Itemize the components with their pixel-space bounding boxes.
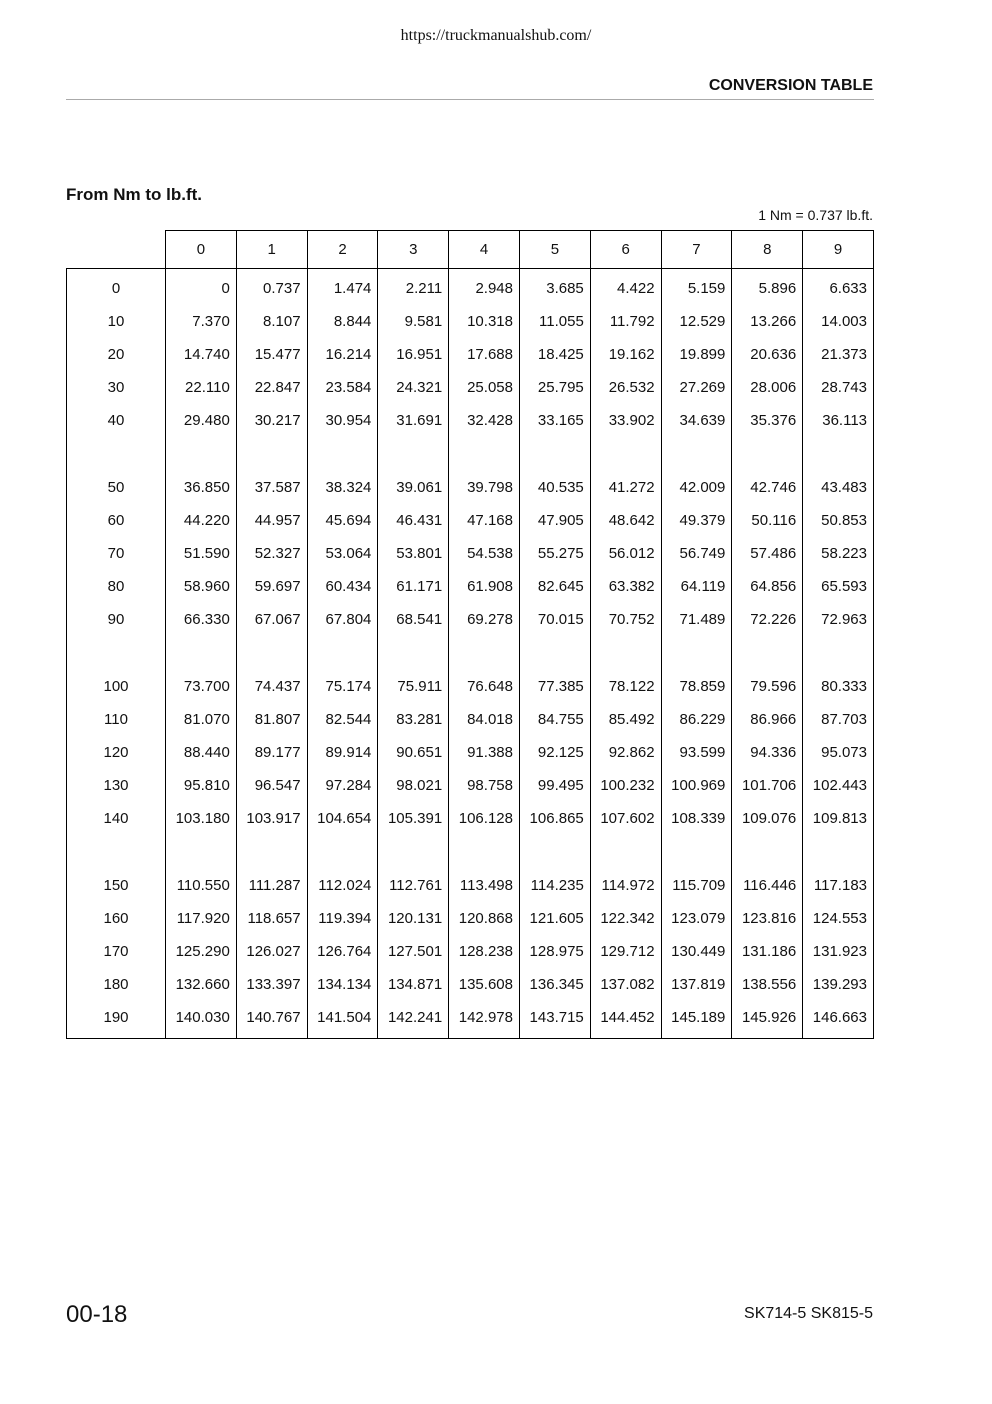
table-row [67, 869, 874, 902]
spacer-cell [661, 636, 732, 670]
value-cell: 17.688 [449, 338, 520, 371]
spacer-cell [307, 437, 378, 471]
value-cell: 118.657 [236, 902, 307, 935]
value-cell: 89.177 [236, 736, 307, 769]
spacer-cell [67, 636, 166, 670]
value-cell: 64.856 [732, 570, 803, 603]
value-cell: 64.119 [661, 570, 732, 603]
value-cell: 55.275 [519, 537, 590, 570]
value-cell: 136.345 [519, 968, 590, 1001]
group-spacer-row [67, 636, 874, 670]
value-cell: 42.009 [661, 471, 732, 504]
value-cell: 142.241 [378, 1001, 449, 1039]
spacer-cell [803, 437, 874, 471]
row-header: 110 [67, 703, 166, 736]
spacer-cell [590, 835, 661, 869]
value-cell: 27.269 [661, 371, 732, 404]
value-cell: 135.608 [449, 968, 520, 1001]
spacer-cell [166, 636, 237, 670]
spacer-cell [236, 835, 307, 869]
row-header: 60 [67, 504, 166, 537]
value-cell: 28.743 [803, 371, 874, 404]
row-header: 190 [67, 1001, 166, 1039]
value-cell: 101.706 [732, 769, 803, 802]
value-cell: 121.605 [519, 902, 590, 935]
value-cell: 22.847 [236, 371, 307, 404]
value-cell: 72.963 [803, 603, 874, 636]
value-cell: 36.113 [803, 404, 874, 437]
value-cell: 44.957 [236, 504, 307, 537]
row-header: 70 [67, 537, 166, 570]
value-cell: 78.859 [661, 670, 732, 703]
value-cell: 140.030 [166, 1001, 237, 1039]
value-cell: 16.214 [307, 338, 378, 371]
column-header: 2 [307, 231, 378, 269]
source-url: https://truckmanualshub.com/ [400, 27, 592, 44]
value-cell: 98.758 [449, 769, 520, 802]
value-cell: 84.018 [449, 703, 520, 736]
table-row [67, 603, 874, 636]
value-cell: 82.645 [519, 570, 590, 603]
value-cell: 104.654 [307, 802, 378, 835]
value-cell: 14.740 [166, 338, 237, 371]
value-cell: 70.015 [519, 603, 590, 636]
table-row [67, 471, 874, 504]
value-cell: 115.709 [661, 869, 732, 902]
value-cell: 49.379 [661, 504, 732, 537]
value-cell: 85.492 [590, 703, 661, 736]
value-cell: 58.223 [803, 537, 874, 570]
value-cell: 116.446 [732, 869, 803, 902]
value-cell: 9.581 [378, 305, 449, 338]
value-cell: 54.538 [449, 537, 520, 570]
value-cell: 111.287 [236, 869, 307, 902]
value-cell: 67.804 [307, 603, 378, 636]
value-cell: 82.544 [307, 703, 378, 736]
spacer-cell [732, 835, 803, 869]
conversion-factor-note: 1 Nm = 0.737 lb.ft. [758, 207, 873, 223]
value-cell: 145.926 [732, 1001, 803, 1039]
row-header: 160 [67, 902, 166, 935]
row-header: 100 [67, 670, 166, 703]
value-cell: 92.862 [590, 736, 661, 769]
value-cell: 123.816 [732, 902, 803, 935]
spacer-cell [236, 636, 307, 670]
row-header: 40 [67, 404, 166, 437]
row-header: 30 [67, 371, 166, 404]
value-cell: 19.899 [661, 338, 732, 371]
row-header: 120 [67, 736, 166, 769]
value-cell: 16.951 [378, 338, 449, 371]
column-header-row [67, 231, 874, 269]
value-cell: 23.584 [307, 371, 378, 404]
value-cell: 20.636 [732, 338, 803, 371]
spacer-cell [732, 437, 803, 471]
page-number: 00-18 [66, 1301, 128, 1328]
column-header: 4 [449, 231, 520, 269]
value-cell: 103.180 [166, 802, 237, 835]
spacer-cell [378, 636, 449, 670]
value-cell: 53.064 [307, 537, 378, 570]
value-cell: 125.290 [166, 935, 237, 968]
value-cell: 99.495 [519, 769, 590, 802]
spacer-cell [166, 437, 237, 471]
value-cell: 112.761 [378, 869, 449, 902]
value-cell: 42.746 [732, 471, 803, 504]
value-cell: 57.486 [732, 537, 803, 570]
value-cell: 37.587 [236, 471, 307, 504]
value-cell: 122.342 [590, 902, 661, 935]
table-row [67, 404, 874, 437]
value-cell: 11.792 [590, 305, 661, 338]
row-header: 130 [67, 769, 166, 802]
value-cell: 130.449 [661, 935, 732, 968]
value-cell: 137.819 [661, 968, 732, 1001]
table-row [67, 935, 874, 968]
value-cell: 13.266 [732, 305, 803, 338]
value-cell: 44.220 [166, 504, 237, 537]
value-cell: 140.767 [236, 1001, 307, 1039]
table-row [67, 504, 874, 537]
value-cell: 83.281 [378, 703, 449, 736]
value-cell: 72.226 [732, 603, 803, 636]
table-row [67, 670, 874, 703]
value-cell: 98.021 [378, 769, 449, 802]
value-cell: 6.633 [803, 269, 874, 306]
value-cell: 74.437 [236, 670, 307, 703]
group-spacer-row [67, 835, 874, 869]
spacer-cell [378, 835, 449, 869]
spacer-cell [732, 636, 803, 670]
value-cell: 92.125 [519, 736, 590, 769]
value-cell: 8.107 [236, 305, 307, 338]
table-row [67, 537, 874, 570]
value-cell: 47.905 [519, 504, 590, 537]
value-cell: 46.431 [378, 504, 449, 537]
spacer-cell [378, 437, 449, 471]
table-row [67, 338, 874, 371]
row-header: 150 [67, 869, 166, 902]
column-header: 9 [803, 231, 874, 269]
value-cell: 145.189 [661, 1001, 732, 1039]
value-cell: 81.807 [236, 703, 307, 736]
row-header: 0 [67, 269, 166, 306]
column-header: 5 [519, 231, 590, 269]
value-cell: 25.058 [449, 371, 520, 404]
value-cell: 103.917 [236, 802, 307, 835]
value-cell: 134.871 [378, 968, 449, 1001]
value-cell: 50.853 [803, 504, 874, 537]
spacer-cell [67, 437, 166, 471]
column-header: 1 [236, 231, 307, 269]
value-cell: 51.590 [166, 537, 237, 570]
value-cell: 79.596 [732, 670, 803, 703]
value-cell: 93.599 [661, 736, 732, 769]
value-cell: 114.972 [590, 869, 661, 902]
value-cell: 70.752 [590, 603, 661, 636]
value-cell: 133.397 [236, 968, 307, 1001]
value-cell: 32.428 [449, 404, 520, 437]
value-cell: 19.162 [590, 338, 661, 371]
value-cell: 52.327 [236, 537, 307, 570]
column-header: 3 [378, 231, 449, 269]
value-cell: 63.382 [590, 570, 661, 603]
value-cell: 97.284 [307, 769, 378, 802]
value-cell: 26.532 [590, 371, 661, 404]
value-cell: 75.174 [307, 670, 378, 703]
value-cell: 128.238 [449, 935, 520, 968]
value-cell: 143.715 [519, 1001, 590, 1039]
value-cell: 59.697 [236, 570, 307, 603]
value-cell: 8.844 [307, 305, 378, 338]
value-cell: 58.960 [166, 570, 237, 603]
value-cell: 7.370 [166, 305, 237, 338]
value-cell: 73.700 [166, 670, 237, 703]
spacer-cell [519, 437, 590, 471]
value-cell: 25.795 [519, 371, 590, 404]
value-cell: 126.764 [307, 935, 378, 968]
value-cell: 112.024 [307, 869, 378, 902]
table-row [67, 736, 874, 769]
spacer-cell [803, 636, 874, 670]
value-cell: 100.969 [661, 769, 732, 802]
value-cell: 3.685 [519, 269, 590, 306]
value-cell: 113.498 [449, 869, 520, 902]
value-cell: 105.391 [378, 802, 449, 835]
spacer-cell [307, 636, 378, 670]
value-cell: 33.165 [519, 404, 590, 437]
value-cell: 69.278 [449, 603, 520, 636]
row-header: 10 [67, 305, 166, 338]
spacer-cell [166, 835, 237, 869]
row-header: 180 [67, 968, 166, 1001]
value-cell: 5.896 [732, 269, 803, 306]
section-title: From Nm to lb.ft. [66, 185, 202, 204]
value-cell: 124.553 [803, 902, 874, 935]
value-cell: 47.168 [449, 504, 520, 537]
value-cell: 76.648 [449, 670, 520, 703]
value-cell: 131.923 [803, 935, 874, 968]
table-row [67, 968, 874, 1001]
table-row [67, 703, 874, 736]
spacer-cell [449, 636, 520, 670]
value-cell: 43.483 [803, 471, 874, 504]
value-cell: 5.159 [661, 269, 732, 306]
model-designation: SK714-5 SK815-5 [744, 1305, 873, 1322]
header-divider [66, 99, 874, 100]
value-cell: 53.801 [378, 537, 449, 570]
value-cell: 132.660 [166, 968, 237, 1001]
value-cell: 2.948 [449, 269, 520, 306]
value-cell: 29.480 [166, 404, 237, 437]
value-cell: 28.006 [732, 371, 803, 404]
value-cell: 67.067 [236, 603, 307, 636]
value-cell: 107.602 [590, 802, 661, 835]
header-title: CONVERSION TABLE [708, 77, 873, 94]
row-header: 90 [67, 603, 166, 636]
value-cell: 117.183 [803, 869, 874, 902]
value-cell: 126.027 [236, 935, 307, 968]
value-cell: 139.293 [803, 968, 874, 1001]
value-cell: 128.975 [519, 935, 590, 968]
value-cell: 4.422 [590, 269, 661, 306]
row-header: 80 [67, 570, 166, 603]
column-header: 6 [590, 231, 661, 269]
value-cell: 61.908 [449, 570, 520, 603]
value-cell: 56.749 [661, 537, 732, 570]
value-cell: 95.810 [166, 769, 237, 802]
spacer-cell [803, 835, 874, 869]
value-cell: 96.547 [236, 769, 307, 802]
value-cell: 66.330 [166, 603, 237, 636]
value-cell: 77.385 [519, 670, 590, 703]
value-cell: 142.978 [449, 1001, 520, 1039]
table-row [67, 802, 874, 835]
value-cell: 84.755 [519, 703, 590, 736]
value-cell: 22.110 [166, 371, 237, 404]
column-header: 0 [166, 231, 237, 269]
value-cell: 94.336 [732, 736, 803, 769]
value-cell: 100.232 [590, 769, 661, 802]
value-cell: 65.593 [803, 570, 874, 603]
value-cell: 11.055 [519, 305, 590, 338]
column-header: 7 [661, 231, 732, 269]
value-cell: 137.082 [590, 968, 661, 1001]
value-cell: 39.798 [449, 471, 520, 504]
spacer-cell [661, 437, 732, 471]
value-cell: 48.642 [590, 504, 661, 537]
value-cell: 86.229 [661, 703, 732, 736]
value-cell: 50.116 [732, 504, 803, 537]
value-cell: 106.128 [449, 802, 520, 835]
value-cell: 119.394 [307, 902, 378, 935]
value-cell: 34.639 [661, 404, 732, 437]
value-cell: 109.813 [803, 802, 874, 835]
table-row [67, 1001, 874, 1039]
table-row [67, 570, 874, 603]
value-cell: 18.425 [519, 338, 590, 371]
value-cell: 109.076 [732, 802, 803, 835]
spacer-cell [590, 437, 661, 471]
value-cell: 45.694 [307, 504, 378, 537]
value-cell: 120.868 [449, 902, 520, 935]
value-cell: 10.318 [449, 305, 520, 338]
value-cell: 102.443 [803, 769, 874, 802]
value-cell: 129.712 [590, 935, 661, 968]
value-cell: 131.186 [732, 935, 803, 968]
value-cell: 78.122 [590, 670, 661, 703]
conversion-table-body [67, 269, 874, 1039]
value-cell: 87.703 [803, 703, 874, 736]
spacer-cell [661, 835, 732, 869]
row-header: 20 [67, 338, 166, 371]
corner-cell [67, 231, 166, 269]
value-cell: 38.324 [307, 471, 378, 504]
spacer-cell [236, 437, 307, 471]
table-row [67, 902, 874, 935]
value-cell: 108.339 [661, 802, 732, 835]
value-cell: 2.211 [378, 269, 449, 306]
value-cell: 31.691 [378, 404, 449, 437]
value-cell: 144.452 [590, 1001, 661, 1039]
conversion-table [66, 230, 874, 1039]
table-row [67, 269, 874, 306]
row-header: 50 [67, 471, 166, 504]
value-cell: 68.541 [378, 603, 449, 636]
value-cell: 1.474 [307, 269, 378, 306]
value-cell: 110.550 [166, 869, 237, 902]
value-cell: 141.504 [307, 1001, 378, 1039]
spacer-cell [67, 835, 166, 869]
value-cell: 39.061 [378, 471, 449, 504]
value-cell: 86.966 [732, 703, 803, 736]
column-header: 8 [732, 231, 803, 269]
value-cell: 0.737 [236, 269, 307, 306]
value-cell: 146.663 [803, 1001, 874, 1039]
value-cell: 81.070 [166, 703, 237, 736]
value-cell: 60.434 [307, 570, 378, 603]
value-cell: 90.651 [378, 736, 449, 769]
value-cell: 134.134 [307, 968, 378, 1001]
table-row [67, 305, 874, 338]
value-cell: 80.333 [803, 670, 874, 703]
value-cell: 114.235 [519, 869, 590, 902]
value-cell: 24.321 [378, 371, 449, 404]
value-cell: 95.073 [803, 736, 874, 769]
spacer-cell [519, 835, 590, 869]
value-cell: 71.489 [661, 603, 732, 636]
value-cell: 35.376 [732, 404, 803, 437]
value-cell: 117.920 [166, 902, 237, 935]
value-cell: 33.902 [590, 404, 661, 437]
value-cell: 21.373 [803, 338, 874, 371]
value-cell: 30.217 [236, 404, 307, 437]
value-cell: 14.003 [803, 305, 874, 338]
value-cell: 91.388 [449, 736, 520, 769]
spacer-cell [449, 437, 520, 471]
value-cell: 106.865 [519, 802, 590, 835]
value-cell: 123.079 [661, 902, 732, 935]
group-spacer-row [67, 437, 874, 471]
spacer-cell [307, 835, 378, 869]
spacer-cell [519, 636, 590, 670]
value-cell: 36.850 [166, 471, 237, 504]
value-cell: 89.914 [307, 736, 378, 769]
table-row [67, 769, 874, 802]
value-cell: 41.272 [590, 471, 661, 504]
value-cell: 75.911 [378, 670, 449, 703]
table-row [67, 371, 874, 404]
value-cell: 127.501 [378, 935, 449, 968]
value-cell: 0 [166, 269, 237, 306]
value-cell: 61.171 [378, 570, 449, 603]
value-cell: 30.954 [307, 404, 378, 437]
value-cell: 40.535 [519, 471, 590, 504]
spacer-cell [590, 636, 661, 670]
spacer-cell [449, 835, 520, 869]
value-cell: 88.440 [166, 736, 237, 769]
value-cell: 15.477 [236, 338, 307, 371]
value-cell: 56.012 [590, 537, 661, 570]
value-cell: 120.131 [378, 902, 449, 935]
value-cell: 12.529 [661, 305, 732, 338]
row-header: 170 [67, 935, 166, 968]
value-cell: 138.556 [732, 968, 803, 1001]
row-header: 140 [67, 802, 166, 835]
